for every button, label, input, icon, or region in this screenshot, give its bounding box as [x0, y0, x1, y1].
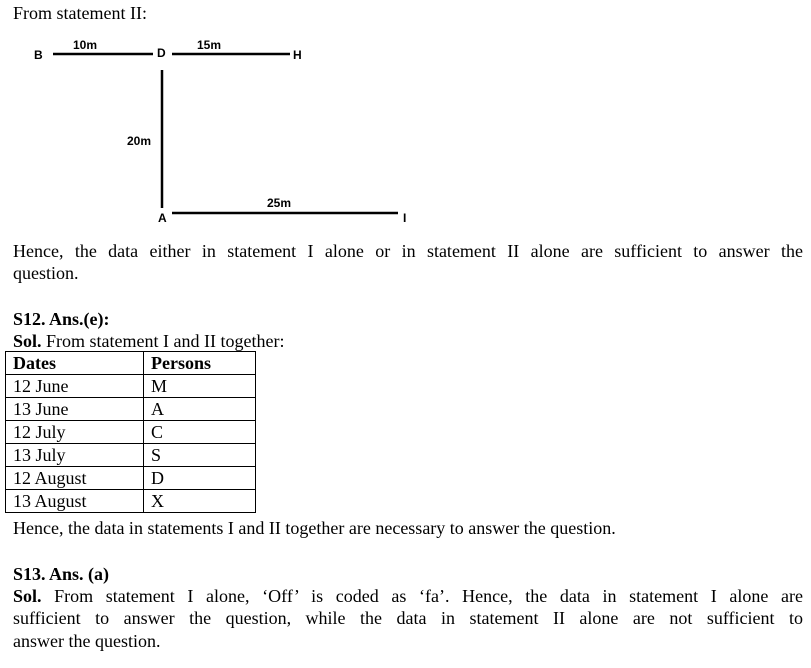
distance-d-a: 20m	[127, 134, 152, 148]
s12-sol-label: Sol.	[13, 331, 42, 351]
table-row	[6, 467, 256, 490]
header-persons: Persons	[144, 352, 256, 375]
s12-heading: S12. Ans.(e):	[13, 309, 110, 329]
table-header-row	[6, 352, 256, 375]
date-cell: 12 August	[6, 467, 144, 490]
label-h: H	[293, 48, 302, 62]
date-cell: 13 July	[6, 444, 144, 467]
conclusion-11-line-2: question.	[13, 263, 79, 283]
s13-line-3: answer the question.	[13, 631, 161, 651]
label-d: D	[157, 46, 166, 60]
table-row	[6, 375, 256, 398]
s12-sol-line	[13, 330, 803, 352]
person-cell: X	[144, 490, 256, 513]
distance-a-i: 25m	[267, 196, 292, 210]
date-cell: 13 June	[6, 398, 144, 421]
s13-sol-label: Sol.	[13, 586, 42, 606]
table-row	[6, 398, 256, 421]
date-cell: 12 June	[6, 375, 144, 398]
person-cell: M	[144, 375, 256, 398]
s12-conclusion: Hence, the data in statements I and II together are necessary to answer the question.	[13, 518, 616, 538]
person-cell: A	[144, 398, 256, 421]
distance-d-h: 15m	[197, 38, 222, 52]
distance-b-d: 10m	[73, 38, 98, 52]
label-a: A	[158, 211, 167, 225]
person-cell: S	[144, 444, 256, 467]
dates-persons-table	[5, 351, 256, 513]
conclusion-11-line-1: Hence, the data either in statement I alone or in statement II alone are sufficient to answer the	[13, 241, 803, 261]
s13-sol-text: From statement I alone, ‘Off’ is coded as ‘fa’. Hence, the data in statement I alone are	[41, 586, 803, 606]
s13-heading: S13. Ans. (a)	[13, 564, 110, 584]
table-row	[6, 444, 256, 467]
person-cell: D	[144, 467, 256, 490]
direction-diagram	[0, 30, 430, 230]
person-cell: C	[144, 421, 256, 444]
intro-text: From statement II:	[13, 3, 147, 23]
s13-line-2: sufficient to answer the question, while the data in statement II alone are not sufficient to	[13, 608, 803, 628]
label-i: I	[403, 211, 407, 225]
label-b: B	[34, 48, 43, 62]
table-row	[6, 490, 256, 513]
s13-line-1	[13, 585, 803, 607]
s12-sol-text: From statement I and II together:	[41, 331, 285, 351]
table-row	[6, 421, 256, 444]
date-cell: 13 August	[6, 490, 144, 513]
header-dates: Dates	[6, 352, 144, 375]
date-cell: 12 July	[6, 421, 144, 444]
